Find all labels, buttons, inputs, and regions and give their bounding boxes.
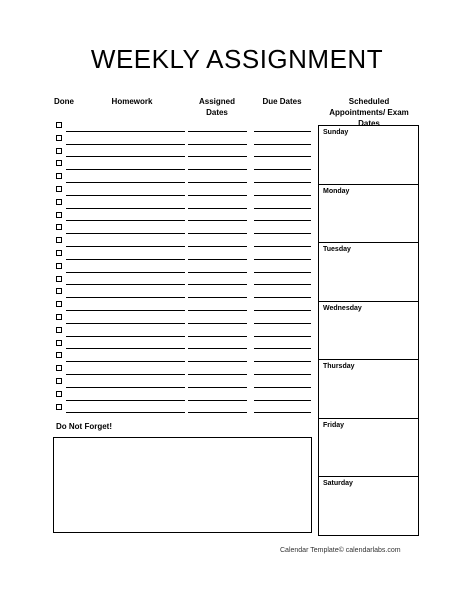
assignment-row (56, 274, 316, 287)
assignment-row (56, 402, 316, 415)
homework-line[interactable] (66, 246, 185, 247)
assignment-row (56, 222, 316, 235)
homework-line[interactable] (66, 195, 185, 196)
day-label: Saturday (323, 480, 353, 488)
assigned-date-line[interactable] (188, 195, 247, 196)
done-checkbox[interactable] (56, 186, 62, 192)
homework-line[interactable] (66, 208, 185, 209)
assigned-date-line[interactable] (188, 361, 247, 362)
done-checkbox[interactable] (56, 224, 62, 230)
homework-line[interactable] (66, 156, 185, 157)
assignment-row (56, 338, 316, 351)
homework-line[interactable] (66, 348, 185, 349)
assignment-row (56, 312, 316, 325)
homework-line[interactable] (66, 169, 185, 170)
assigned-date-line[interactable] (188, 169, 247, 170)
due-date-line[interactable] (254, 131, 311, 132)
assigned-date-line[interactable] (188, 144, 247, 145)
done-checkbox[interactable] (56, 160, 62, 166)
assigned-date-line[interactable] (188, 259, 247, 260)
due-date-line[interactable] (254, 208, 311, 209)
assignment-row (56, 133, 316, 146)
homework-line[interactable] (66, 412, 185, 413)
assigned-date-line[interactable] (188, 182, 247, 183)
assignment-row (56, 325, 316, 338)
day-box-friday[interactable] (319, 419, 418, 478)
day-box-sunday[interactable] (319, 126, 418, 185)
assignment-row (56, 158, 316, 171)
assigned-date-line[interactable] (188, 412, 247, 413)
homework-line[interactable] (66, 182, 185, 183)
assigned-date-line[interactable] (188, 387, 247, 388)
homework-line[interactable] (66, 336, 185, 337)
assignment-row (56, 146, 316, 159)
due-date-line[interactable] (254, 284, 311, 285)
done-checkbox[interactable] (56, 276, 62, 282)
assignment-row (56, 376, 316, 389)
assignment-row (56, 235, 316, 248)
due-date-line[interactable] (254, 336, 311, 337)
done-checkbox[interactable] (56, 391, 62, 397)
done-checkbox[interactable] (56, 352, 62, 358)
days-column (318, 125, 419, 536)
homework-line[interactable] (66, 400, 185, 401)
day-box-monday[interactable] (319, 185, 418, 244)
done-checkbox[interactable] (56, 173, 62, 179)
due-date-line[interactable] (254, 412, 311, 413)
homework-line[interactable] (66, 131, 185, 132)
assignment-row (56, 248, 316, 261)
homework-line[interactable] (66, 233, 185, 234)
assigned-date-line[interactable] (188, 131, 247, 132)
homework-line[interactable] (66, 387, 185, 388)
do-not-forget-label: Do Not Forget! (56, 422, 112, 431)
done-checkbox[interactable] (56, 122, 62, 128)
due-date-line[interactable] (254, 361, 311, 362)
done-checkbox[interactable] (56, 365, 62, 371)
done-checkbox[interactable] (56, 199, 62, 205)
due-date-line[interactable] (254, 156, 311, 157)
assigned-date-line[interactable] (188, 156, 247, 157)
done-checkbox[interactable] (56, 148, 62, 154)
assigned-date-line[interactable] (188, 297, 247, 298)
homework-line[interactable] (66, 220, 185, 221)
footer-credit: Calendar Template© calendarlabs.com (280, 547, 401, 554)
day-label: Thursday (323, 363, 355, 371)
day-label: Tuesday (323, 246, 351, 254)
due-date-line[interactable] (254, 310, 311, 311)
assignment-row (56, 197, 316, 210)
due-date-line[interactable] (254, 387, 311, 388)
page-title: WEEKLY ASSIGNMENT (90, 44, 384, 74)
assignment-row (56, 120, 316, 133)
assignment-row (56, 210, 316, 223)
assignment-row (56, 261, 316, 274)
homework-line[interactable] (66, 259, 185, 260)
due-date-line[interactable] (254, 259, 311, 260)
homework-line[interactable] (66, 310, 185, 311)
done-checkbox[interactable] (56, 378, 62, 384)
day-label: Wednesday (323, 304, 362, 312)
due-date-line[interactable] (254, 233, 311, 234)
homework-line[interactable] (66, 361, 185, 362)
due-date-line[interactable] (254, 220, 311, 221)
header-done: Done (54, 97, 74, 106)
day-label: Monday (323, 187, 350, 195)
day-label: Sunday (323, 129, 349, 136)
done-checkbox[interactable] (56, 314, 62, 320)
done-checkbox[interactable] (56, 212, 62, 218)
assignment-row (56, 363, 316, 376)
done-checkbox[interactable] (56, 135, 62, 141)
do-not-forget-box[interactable] (53, 437, 312, 533)
homework-line[interactable] (66, 144, 185, 145)
day-label: Friday (323, 421, 345, 429)
due-date-line[interactable] (254, 246, 311, 247)
assigned-date-line[interactable] (188, 348, 247, 349)
due-date-line[interactable] (254, 400, 311, 401)
done-checkbox[interactable] (56, 340, 62, 346)
due-date-line[interactable] (254, 272, 311, 273)
assigned-date-line[interactable] (188, 220, 247, 221)
assignment-row (56, 184, 316, 197)
done-checkbox[interactable] (56, 301, 62, 307)
done-checkbox[interactable] (56, 237, 62, 243)
header-homework: Homework (111, 97, 153, 106)
due-date-line[interactable] (254, 348, 311, 349)
due-date-line[interactable] (254, 144, 311, 145)
assignment-row (56, 171, 316, 184)
assignment-row (56, 286, 316, 299)
assigned-date-line[interactable] (188, 246, 247, 247)
header-scheduled: Scheduled Appointments/ Exam Dates (329, 97, 409, 128)
done-checkbox[interactable] (56, 288, 62, 294)
assigned-date-line[interactable] (188, 374, 247, 375)
due-date-line[interactable] (254, 374, 311, 375)
assignment-row (56, 350, 316, 363)
due-date-line[interactable] (254, 323, 311, 324)
due-date-line[interactable] (254, 169, 311, 170)
day-box-thursday[interactable] (319, 360, 418, 419)
due-date-line[interactable] (254, 195, 311, 196)
assignment-rows (56, 120, 316, 414)
homework-line[interactable] (66, 284, 185, 285)
due-date-line[interactable] (254, 297, 311, 298)
assigned-date-line[interactable] (188, 336, 247, 337)
assigned-date-line[interactable] (188, 233, 247, 234)
assignment-row (56, 389, 316, 402)
assigned-date-line[interactable] (188, 284, 247, 285)
assigned-date-line[interactable] (188, 400, 247, 401)
done-checkbox[interactable] (56, 263, 62, 269)
header-due-dates: Due Dates (262, 97, 302, 106)
day-box-saturday[interactable] (319, 477, 418, 536)
header-assigned-dates: Assigned Dates (198, 97, 235, 117)
day-box-tuesday[interactable] (319, 243, 418, 302)
homework-line[interactable] (66, 272, 185, 273)
homework-line[interactable] (66, 323, 185, 324)
day-box-wednesday[interactable] (319, 302, 418, 361)
assignment-row (56, 299, 316, 312)
done-checkbox[interactable] (56, 327, 62, 333)
homework-line[interactable] (66, 374, 185, 375)
assigned-date-line[interactable] (188, 310, 247, 311)
assigned-date-line[interactable] (188, 323, 247, 324)
done-checkbox[interactable] (56, 404, 62, 410)
homework-line[interactable] (66, 297, 185, 298)
due-date-line[interactable] (254, 182, 311, 183)
assigned-date-line[interactable] (188, 272, 247, 273)
done-checkbox[interactable] (56, 250, 62, 256)
assigned-date-line[interactable] (188, 208, 247, 209)
